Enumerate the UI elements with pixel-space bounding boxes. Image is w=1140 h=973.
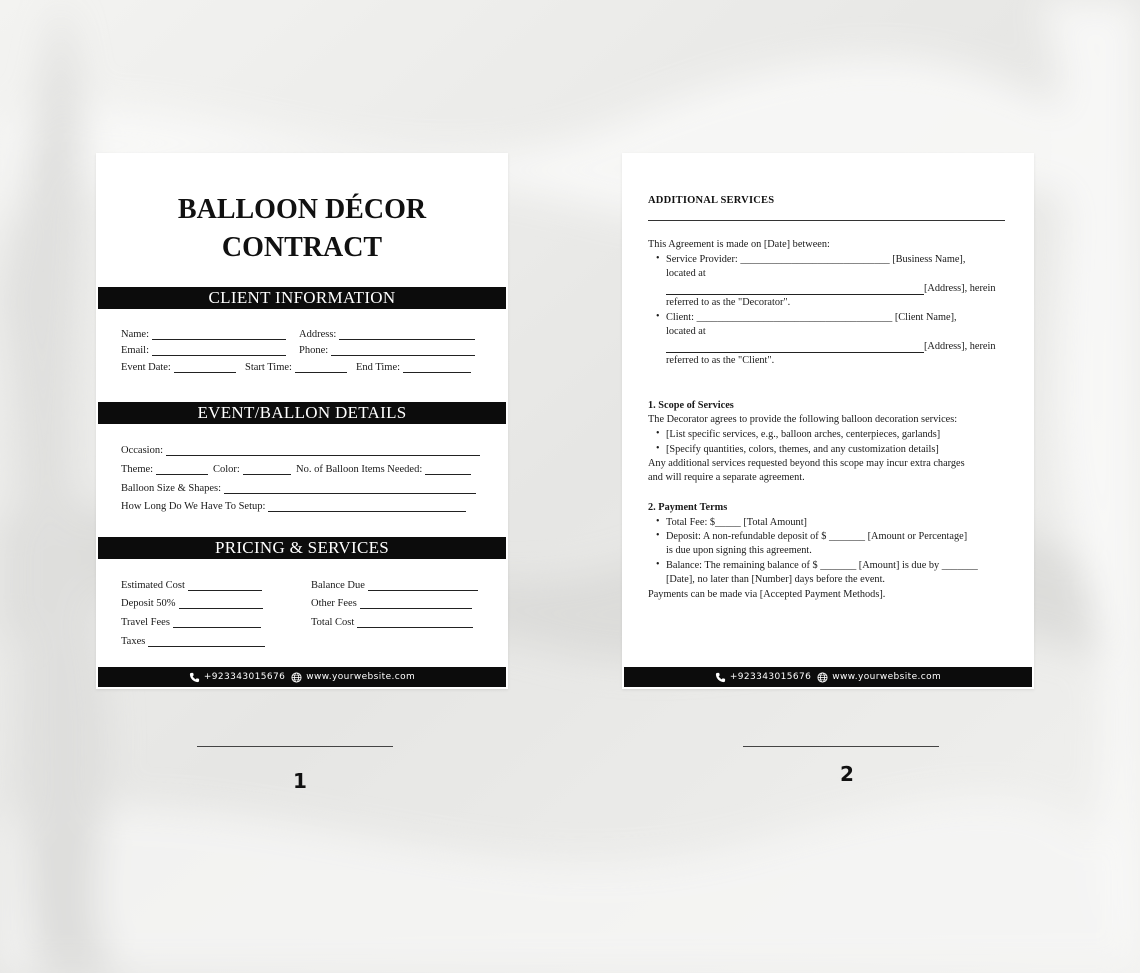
theme-field[interactable]	[121, 464, 208, 475]
occasion-field[interactable]	[121, 445, 480, 456]
balloon-items-label: No. of Balloon Items Needed:	[296, 464, 423, 475]
contract-page-2	[622, 153, 1034, 689]
name-field[interactable]	[121, 329, 286, 340]
event-details-band: EVENT/BALLON DETAILS	[98, 402, 506, 424]
service-provider-line: Service Provider: _____________________________ [Business Name],	[666, 254, 966, 265]
bullet: •	[656, 253, 660, 264]
pricing-services-band: PRICING & SERVICES	[98, 537, 506, 559]
globe-icon	[291, 672, 302, 683]
color-label: Color:	[213, 464, 240, 475]
contract-page-1	[96, 153, 508, 689]
travel-fees-label: Travel Fees	[121, 617, 170, 628]
bullet: •	[656, 428, 660, 439]
contact-footer	[98, 667, 506, 687]
balance-due-field[interactable]	[311, 580, 478, 591]
start-time-field[interactable]	[245, 362, 347, 373]
service-provider-address: [Address], herein	[924, 283, 996, 294]
service-provider-referred: referred to as the "Decorator".	[666, 297, 791, 308]
event-date-field[interactable]	[121, 362, 236, 373]
color-field[interactable]	[213, 464, 291, 475]
page-2-underline	[743, 746, 939, 747]
balance-line-1: Balance: The remaining balance of $ _______ [Amount] is due by _______	[666, 560, 978, 571]
agreement-intro: This Agreement is made on [Date] between:	[648, 239, 830, 250]
client-address: [Address], herein	[924, 341, 996, 352]
total-cost-label: Total Cost	[311, 617, 355, 628]
balance-line-2: [Date], no later than [Number] days before the event.	[666, 574, 885, 585]
globe-icon	[817, 672, 828, 683]
page-number-2: 2	[840, 762, 854, 786]
bullet: •	[656, 516, 660, 527]
phone-label: Phone:	[299, 345, 329, 356]
client-referred: referred to as the "Client".	[666, 355, 775, 366]
other-fees-label: Other Fees	[311, 598, 357, 609]
email-label: Email:	[121, 345, 149, 356]
total-cost-field[interactable]	[311, 617, 473, 628]
other-fees-field[interactable]	[311, 598, 472, 609]
estimated-cost-field[interactable]	[121, 580, 262, 591]
scope-note-1: Any additional services requested beyond this scope may incur extra charges	[648, 458, 965, 469]
taxes-label: Taxes	[121, 636, 146, 647]
scope-item-2: [Specify quantities, colors, themes, and any customization details]	[666, 444, 939, 455]
event-date-label: Event Date:	[121, 362, 171, 373]
client-located: located at	[666, 326, 706, 337]
bullet: •	[656, 443, 660, 454]
phone-field[interactable]	[299, 345, 475, 356]
contact-footer	[624, 667, 1032, 687]
deposit-line-1: Deposit: A non-refundable deposit of $ _______ [Amount or Percentage]	[666, 531, 968, 542]
phone-icon	[715, 672, 726, 683]
footer-phone[interactable]: +923343015676	[729, 672, 812, 682]
size-shapes-label: Balloon Size & Shapes:	[121, 483, 222, 494]
balloon-items-field[interactable]	[296, 464, 471, 475]
scope-title: 1. Scope of Services	[648, 400, 734, 411]
size-shapes-field[interactable]	[121, 483, 476, 494]
start-time-label: Start Time:	[245, 362, 292, 373]
end-time-field[interactable]	[356, 362, 471, 373]
taxes-field[interactable]	[121, 636, 265, 647]
footer-website[interactable]: www.yourwebsite.com	[832, 672, 942, 682]
deposit-field[interactable]	[121, 598, 263, 609]
occasion-label: Occasion:	[121, 445, 163, 456]
address-field[interactable]	[299, 329, 475, 340]
client-information-band: CLIENT INFORMATION	[98, 287, 506, 309]
email-field[interactable]	[121, 345, 286, 356]
bullet: •	[656, 530, 660, 541]
balance-due-label: Balance Due	[311, 580, 365, 591]
scope-note-2: and will require a separate agreement.	[648, 472, 805, 483]
page-1-underline	[197, 746, 393, 747]
address-label: Address:	[299, 329, 337, 340]
bullet: •	[656, 311, 660, 322]
estimated-cost-label: Estimated Cost	[121, 580, 185, 591]
deposit-line-2: is due upon signing this agreement.	[666, 545, 812, 556]
payment-title: 2. Payment Terms	[648, 502, 728, 513]
theme-label: Theme:	[121, 464, 154, 475]
payment-methods: Payments can be made via [Accepted Payment Methods].	[648, 589, 886, 600]
provider-address-line	[666, 294, 924, 295]
heading-rule	[648, 220, 1005, 221]
footer-phone[interactable]: +923343015676	[203, 672, 286, 682]
title-line-2: CONTRACT	[221, 232, 383, 263]
scope-item-1: [List specific services, e.g., balloon arches, centerpieces, garlands]	[666, 429, 941, 440]
additional-services-heading: ADDITIONAL SERVICES	[648, 195, 775, 206]
scope-intro: The Decorator agrees to provide the following balloon decoration services:	[648, 414, 958, 425]
name-label: Name:	[121, 329, 149, 340]
phone-icon	[189, 672, 200, 683]
total-fee: Total Fee: $_____ [Total Amount]	[666, 517, 807, 528]
deposit-label: Deposit 50%	[121, 598, 176, 609]
travel-fees-field[interactable]	[121, 617, 261, 628]
setup-time-label: How Long Do We Have To Setup:	[121, 501, 266, 512]
service-provider-located: located at	[666, 268, 706, 279]
footer-website[interactable]: www.yourwebsite.com	[306, 672, 416, 682]
end-time-label: End Time:	[356, 362, 401, 373]
setup-time-field[interactable]	[121, 501, 466, 512]
client-address-line	[666, 352, 924, 353]
bullet: •	[656, 559, 660, 570]
client-line: Client: ______________________________________ [Client Name],	[666, 312, 957, 323]
title-line-1: BALLOON DÉCOR	[177, 194, 427, 225]
page-number-1: 1	[293, 769, 307, 793]
